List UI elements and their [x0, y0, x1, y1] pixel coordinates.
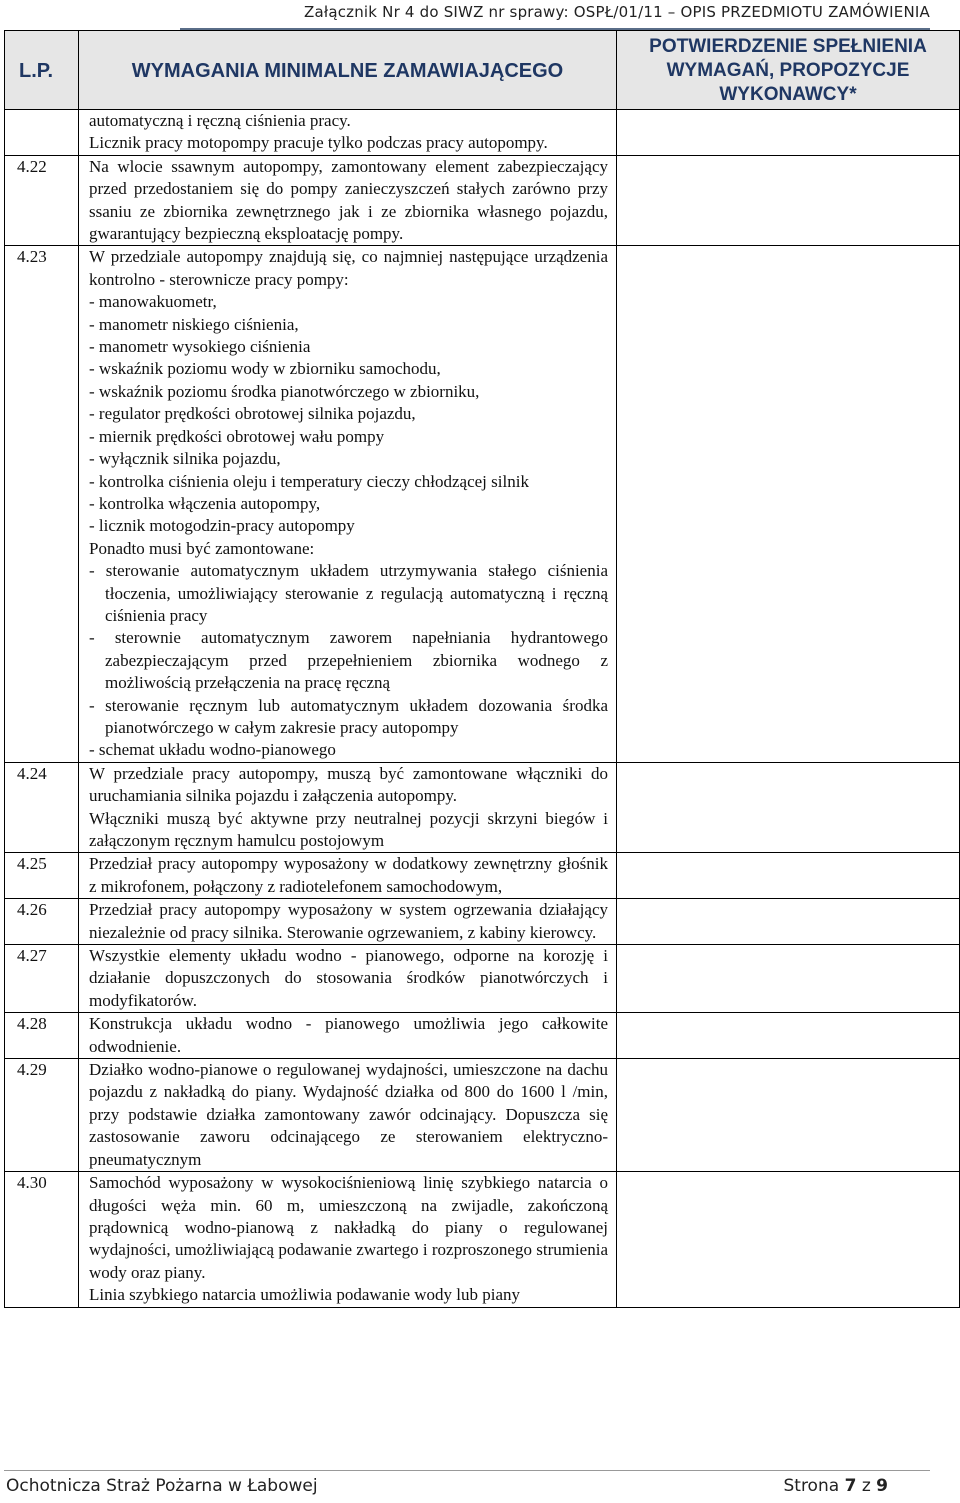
page-header: Załącznik Nr 4 do SIWZ nr sprawy: OSPŁ/01/11 – OPIS PRZEDMIOTU ZAMÓWIENIA: [180, 0, 930, 30]
requirement-text: Linia szybkiego natarcia umożliwia podawanie wody lub piany: [89, 1285, 521, 1305]
row-number: 4.27: [5, 945, 79, 1013]
requirement-text: Samochód wyposażony w wysokociśnieniową linię szybkiego natarcia o długości węża min. 60 m, umieszczoną na zwijadle, zakończoną prądownicą wodno-pianową z nakładką do piany o regulowanej wydajności, umożliwiającą podawanie zwartego i rozproszonego strumienia wody oraz piany.: [89, 1173, 608, 1282]
row-requirement: [79, 155, 617, 246]
list-item: - sterownie automatycznym zaworem napełniania hydrantowego zabezpieczającym przed przepełnieniem zbiornika wodnego z możliwością przełączenia na pracę ręczną: [89, 628, 608, 693]
list-item: - licznik motogodzin-pracy autopompy: [89, 516, 355, 536]
confirmation-cell[interactable]: [617, 762, 960, 853]
requirement-text: Przedział pracy autopompy wyposażony w dodatkowy zewnętrzny głośnik z mikrofonem, połączony z radiotelefonem samochodowym,: [89, 854, 608, 896]
confirmation-cell[interactable]: [617, 246, 960, 762]
row-requirement: [79, 899, 617, 945]
row-number: 4.26: [5, 899, 79, 945]
requirement-text: W przedziale autopompy znajdują się, co najmniej następujące urządzenia kontrolno - sterownicze pracy pompy:: [89, 247, 608, 289]
requirement-text: Licznik pracy motopompy pracuje tylko podczas pracy autopompy.: [89, 133, 548, 153]
header-requirements: WYMAGANIA MINIMALNE ZAMAWIAJĄCEGO: [79, 31, 617, 110]
footer-page-number: [783, 1476, 888, 1496]
list-item: - schemat układu wodno-pianowego: [89, 740, 336, 760]
confirmation-cell[interactable]: [617, 899, 960, 945]
footer-organization: Ochotnicza Straż Pożarna w Łabowej: [6, 1476, 318, 1496]
row-requirement: [79, 1059, 617, 1172]
row-number: 4.25: [5, 853, 79, 899]
requirement-text: Wszystkie elementy układu wodno - pianowego, odporne na korozję i działanie dopuszczonych do stosowania środków pianotwórczych i modyfikatorów.: [89, 946, 608, 1010]
total-pages: 9: [876, 1476, 888, 1496]
list-item: - wyłącznik silnika pojazdu,: [89, 449, 281, 469]
row-requirement: [79, 762, 617, 853]
table-row: [5, 110, 960, 156]
row-number: 4.28: [5, 1013, 79, 1059]
list-intro: Ponadto musi być zamontowane:: [89, 538, 315, 558]
table-header-row: [5, 31, 960, 110]
row-requirement: [79, 246, 617, 762]
confirmation-cell[interactable]: [617, 1172, 960, 1307]
list-item: - kontrolka włączenia autopompy,: [89, 493, 321, 513]
row-number: [5, 110, 79, 156]
requirements-table: [4, 30, 960, 1308]
confirmation-cell[interactable]: [617, 1013, 960, 1059]
table-row: [5, 1059, 960, 1172]
confirmation-cell[interactable]: [617, 853, 960, 899]
requirement-text: Włączniki muszą być aktywne przy neutralnej pozycji skrzyni biegów i załączonym ręcznym hamulcu postojowym: [89, 808, 608, 850]
list-item: - manometr niskiego ciśnienia,: [89, 314, 299, 334]
header-confirmation: POTWIERDZENIE SPEŁNIENIA WYMAGAŃ, PROPOZYCJE WYKONAWCY*: [617, 31, 960, 110]
row-requirement: [79, 1013, 617, 1059]
footer-divider: [4, 1470, 930, 1471]
table-row: [5, 246, 960, 762]
list-item: - sterowanie automatycznym układem utrzymywania stałego ciśnienia tłoczenia, umożliwiający sterowanie z regulacją automatyczną i ręczną ciśnienia pracy: [89, 561, 608, 625]
list-item: - manometr wysokiego ciśnienia: [89, 337, 311, 357]
table-row: [5, 945, 960, 1013]
requirement-text: Na wlocie ssawnym autopompy, zamontowany element zabezpieczający przed przedostaniem się do pompy zanieczyszczeń stałych zarówno przy ssaniu ze zbiornika zewnętrznego jak i ze zbiornika własnego pojazdu, gwarantujący bezpieczną eksploatację pompy.: [89, 156, 608, 244]
table-row: [5, 1013, 960, 1059]
requirement-text: Konstrukcja układu wodno - pianowego umożliwia jego całkowite odwodnienie.: [89, 1014, 608, 1056]
row-requirement: [79, 945, 617, 1013]
list-item: - manowakuometr,: [89, 292, 217, 312]
row-number: 4.22: [5, 155, 79, 246]
header-lp: L.P.: [5, 31, 79, 110]
table-row: [5, 762, 960, 853]
of-word: z: [861, 1476, 871, 1496]
confirmation-cell[interactable]: [617, 155, 960, 246]
page-word: Strona: [783, 1476, 840, 1496]
requirement-text: Działko wodno-pianowe o regulowanej wydajności, umieszczone na dachu pojazdu z nakładką do piany. Wydajność działka od 800 do 1600 l /min, przy podstawie działka zamontowany zawór odcinający. Dopuszcza się zastosowanie zaworu odcinającego ze sterowaniem elektryczno-pneumatycznym: [89, 1060, 608, 1169]
list-item: - kontrolka ciśnienia oleju i temperatury cieczy chłodzącej silnik: [89, 471, 529, 491]
list-item: - miernik prędkości obrotowej wału pompy: [89, 426, 385, 446]
confirmation-cell[interactable]: [617, 110, 960, 156]
requirement-text: W przedziale pracy autopompy, muszą być zamontowane włączniki do uruchamiania silnika pojazdu i załączenia autopompy.: [89, 763, 608, 806]
row-requirement: [79, 1172, 617, 1307]
requirement-text: automatyczną i ręczną ciśnienia pracy.: [89, 111, 351, 130]
list-item: - wskaźnik poziomu środka pianotwórczego w zbiorniku,: [89, 381, 480, 401]
table-row: [5, 1172, 960, 1307]
current-page: 7: [844, 1476, 857, 1496]
row-number: 4.24: [5, 762, 79, 853]
list-item: - regulator prędkości obrotowej silnika pojazdu,: [89, 404, 416, 424]
confirmation-cell[interactable]: [617, 1059, 960, 1172]
row-requirement: [79, 853, 617, 899]
table-row: [5, 155, 960, 246]
table-row: [5, 853, 960, 899]
requirement-text: Przedział pracy autopompy wyposażony w system ogrzewania działający niezależnie od pracy silnika. Sterowanie ogrzewaniem, z kabiny kierowcy.: [89, 900, 608, 942]
list-item: - sterowanie ręcznym lub automatycznym układem dozowania środka pianotwórczego w całym zakresie pracy autopompy: [89, 695, 608, 737]
list-item: - wskaźnik poziomu wody w zbiorniku samochodu,: [89, 359, 441, 379]
row-requirement: [79, 110, 617, 156]
row-number: 4.29: [5, 1059, 79, 1172]
table-row: [5, 899, 960, 945]
row-number: 4.30: [5, 1172, 79, 1307]
row-number: 4.23: [5, 246, 79, 762]
confirmation-cell[interactable]: [617, 945, 960, 1013]
